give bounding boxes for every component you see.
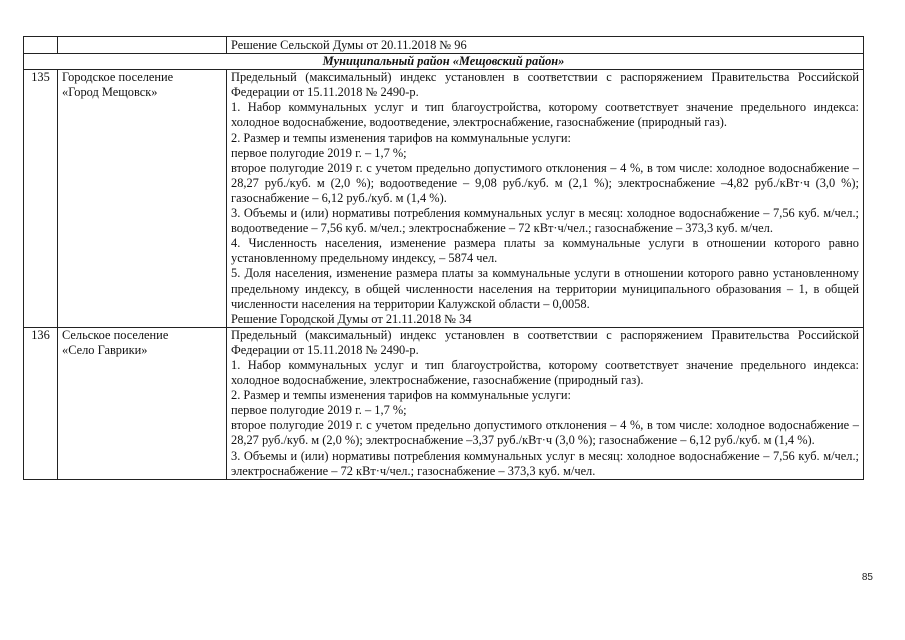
previous-row-name-cell: [58, 37, 227, 54]
row-number: 136: [24, 327, 58, 479]
description-paragraph: второе полугодие 2019 г. с учетом предельно допустимого отклонения – 4 %, в том числе: холодное водоснабжение – 28,27 руб./куб. м (2,0 %); электроснабжение –3,37 руб./кВт·ч (3,0 %); газоснабжение – 6,12 руб./куб. м (1,4 %).: [231, 418, 859, 448]
description-paragraph: первое полугодие 2019 г. – 1,7 %;: [231, 403, 407, 418]
municipality-title: «Село Гаврики»: [62, 342, 148, 357]
municipality-type: Городское поселение: [62, 70, 174, 85]
description-paragraph: 2. Размер и темпы изменения тарифов на коммунальные услуги:: [231, 130, 571, 145]
table-row: [24, 70, 864, 328]
decision-reference: Решение Городской Думы от 21.11.2018 № 34: [231, 311, 472, 326]
tariff-description: [227, 327, 864, 479]
tariff-table: [23, 36, 864, 480]
description-paragraph: второе полугодие 2019 г. с учетом предельно допустимого отклонения – 4 %, в том числе: холодное водоснабжение – 28,27 руб./куб. м (2,0 %); водоотведение – 9,08 руб./куб. м (2,1 %); электроснабжение –4,82 руб./кВт·ч (3,0 %); газоснабжение – 6,12 руб./куб. м (1,4 %).: [231, 160, 859, 205]
row-number: 135: [24, 70, 58, 328]
description-paragraph: 5. Доля населения, изменение размера платы за коммунальные услуги в отношении которого равно установленному предельному индексу, в общей численности населения на территории муниципального образования – 1, в общей численности населения на территории Калужской области – 0,0058.: [231, 266, 859, 311]
description-paragraph: Предельный (максимальный) индекс установлен в соответствии с распоряжением Правительства Российской Федерации от 15.11.2018 № 2490-р.: [231, 327, 859, 357]
previous-row: [24, 37, 864, 54]
district-title: Муниципальный район «Мещовский район»: [24, 54, 864, 70]
municipality-title: «Город Мещовск»: [62, 85, 158, 100]
municipality-type: Сельское поселение: [62, 327, 169, 342]
district-header-row: [24, 54, 864, 70]
tariff-description: [227, 70, 864, 328]
table-row: [24, 327, 864, 479]
municipality-name: [58, 327, 227, 479]
description-paragraph: Предельный (максимальный) индекс установлен в соответствии с распоряжением Правительства Российской Федерации от 15.11.2018 № 2490-р.: [231, 70, 859, 100]
page-number: 85: [861, 572, 873, 583]
description-paragraph: 1. Набор коммунальных услуг и тип благоустройства, которому соответствует значение предельного индекса: холодное водоснабжение, водоотведение, электроснабжение, газоснабжение (природный газ).: [231, 100, 859, 130]
description-paragraph: 3. Объемы и (или) нормативы потребления коммунальных услуг в месяц: холодное водоснабжение – 7,56 куб. м/чел.; электроснабжение – 72 кВт·ч/чел.; газоснабжение – 373,3 куб. м/чел.: [231, 448, 859, 478]
description-paragraph: первое полугодие 2019 г. – 1,7 %;: [231, 145, 407, 160]
description-paragraph: 2. Размер и темпы изменения тарифов на коммунальные услуги:: [231, 388, 571, 403]
previous-row-number-cell: [24, 37, 58, 54]
description-paragraph: 3. Объемы и (или) нормативы потребления коммунальных услуг в месяц: холодное водоснабжение – 7,56 куб. м/чел.; водоотведение – 7,56 куб. м/чел.; электроснабжение – 72 кВт·ч/чел.; газоснабжение – 373,3 куб. м/чел.: [231, 206, 859, 236]
municipality-name: [58, 70, 227, 328]
previous-decision-text: Решение Сельской Думы от 20.11.2018 № 96: [227, 37, 864, 54]
description-paragraph: 1. Набор коммунальных услуг и тип благоустройства, которому соответствует значение предельного индекса: холодное водоснабжение, электроснабжение, газоснабжение (природный газ).: [231, 357, 859, 388]
description-paragraph: 4. Численность населения, изменение размера платы за коммунальные услуги в отношении которого равно установленному предельному индексу, – 5874 чел.: [231, 236, 859, 266]
